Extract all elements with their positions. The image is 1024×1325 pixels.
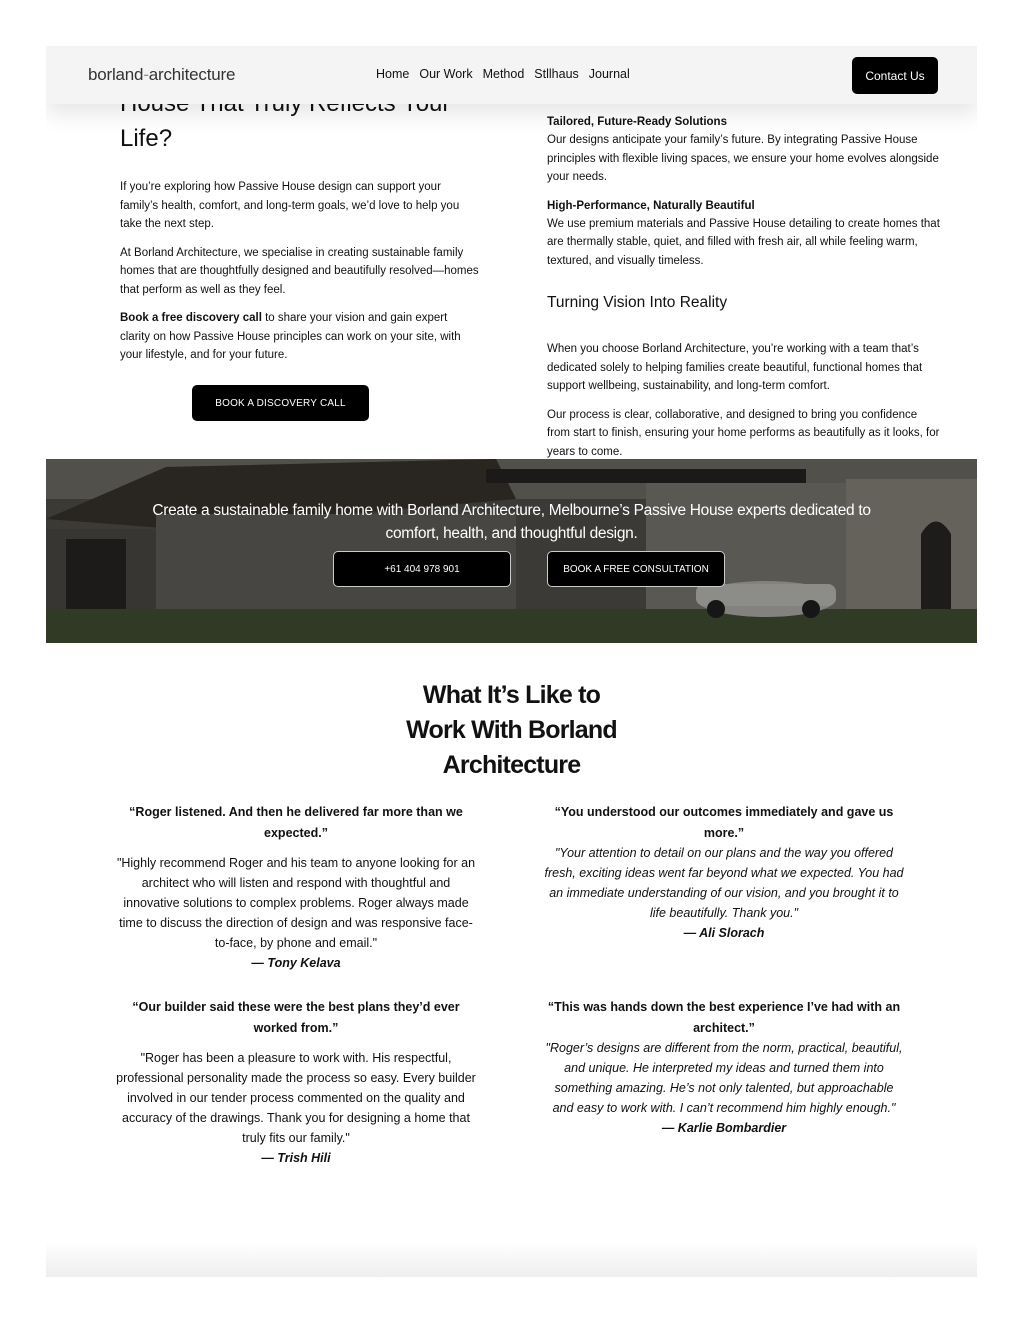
testimonials-heading-line2: Work With Borland (406, 716, 617, 744)
testimonial-title: “Roger listened. And then he delivered far more than we expected.” (129, 805, 463, 840)
phone-button[interactable]: +61 404 978 901 (333, 551, 511, 587)
vision-paragraph-1: When you choose Borland Architecture, you’re working with a team that’s dedicated solely to helping families create beautiful, functional homes that support wellbeing, sustainability, and long-term comfort. (547, 343, 923, 392)
contact-us-button[interactable]: Contact Us (852, 57, 938, 94)
nav-item-method[interactable]: Method (482, 67, 525, 81)
feature-1-body: Our designs anticipate your family’s future. By integrating Passive House principles with flexible living spaces, we ensure your home evolves alongside your needs. (547, 134, 939, 183)
feature-2-body: We use premium materials and Passive House detailing to create homes that are thermally stable, quiet, and filled with fresh air, all while feeling warm, textured, and visually timeless. (547, 217, 940, 267)
testimonial-author: — Tony Kelava (251, 956, 341, 970)
testimonial-author: — Trish Hili (261, 1151, 331, 1165)
testimonial-title: “This was hands down the best experience I’ve had with an architect.” (547, 1000, 901, 1035)
discovery-call-emphasis: Book a free discovery call (120, 312, 262, 324)
feature-2-title: High-Performance, Naturally Beautiful (547, 199, 755, 212)
testimonial-card (544, 997, 904, 1138)
intro-paragraph-3-rest: to share your vision and gain expert clarity on how Passive House principles can work on your site, with your lifestyle, and for your future. (120, 312, 461, 361)
testimonial-card (544, 802, 904, 943)
vision-heading: Turning Vision Into Reality (547, 294, 728, 311)
features-column (547, 113, 942, 461)
testimonials-heading (46, 678, 977, 783)
testimonial-body: "Roger has been a pleasure to work with. His respectful, professional personality made the process so easy. Every builder involved in our tender process commented on the quality and accuracy of the drawings. Thank you for designing a home that truly fits our family." (116, 1051, 476, 1145)
nav-item-journal[interactable]: Journal (588, 67, 630, 81)
testimonial-author: — Ali Slorach (683, 926, 765, 940)
book-consultation-button[interactable]: BOOK A FREE CONSULTATION (547, 551, 725, 587)
testimonial-body: "Your attention to detail on our plans and the way you offered fresh, exciting ideas went far beyond what we expected. You had an immediate understanding of our vision, and you brought it to life beautifully. Thank you." (544, 846, 904, 920)
page-frame (46, 46, 977, 1277)
testimonial-body: "Roger’s designs are different from the norm, practical, beautiful, and unique. He interpreted my ideas and turned them into something amazing. He’s not only talented, but approachable and easy to work with. I can’t recommend him highly enough." (545, 1041, 903, 1115)
main-nav (376, 67, 630, 81)
logo-text-1: borland (88, 65, 144, 84)
cta-banner (46, 459, 977, 643)
nav-item-our-work[interactable]: Our Work (419, 67, 473, 81)
footer-shadow (46, 1242, 977, 1277)
feature-1-title: Tailored, Future-Ready Solutions (547, 116, 727, 128)
house-photo-background (46, 459, 977, 643)
vision-paragraph-2: Our process is clear, collaborative, and designed to bring you confidence from start to finish, ensuring your home performs as beautifully as it looks, for years to come. (547, 408, 940, 458)
intro-paragraph-2: At Borland Architecture, we specialise in creating sustainable family homes that are thoughtfully designed and beautifully resolved—homes that perform as well as they feel. (120, 246, 479, 296)
testimonials-heading-line3: Architecture (442, 751, 581, 779)
intro-column (120, 86, 480, 365)
testimonial-card (116, 997, 476, 1168)
testimonial-card (116, 802, 476, 973)
testimonial-title: “You understood our outcomes immediately and gave us more.” (554, 805, 894, 840)
intro-paragraph-3 (120, 309, 480, 365)
testimonials-heading-line1: What It’s Like to (422, 681, 601, 709)
logo-text-2: architecture (148, 65, 236, 84)
nav-item-home[interactable]: Home (376, 67, 410, 81)
testimonial-title: “Our builder said these were the best plans they’d ever worked from.” (132, 1000, 460, 1035)
intro-paragraph-1: If you’re exploring how Passive House design can support your family’s health, comfort, and long-term goals, we’d love to help you take the next step. (120, 181, 460, 230)
site-header (46, 46, 977, 104)
testimonial-author: — Karlie Bombardier (661, 1121, 787, 1135)
book-discovery-call-button[interactable]: BOOK A DISCOVERY CALL (192, 385, 369, 421)
nav-item-stllhaus[interactable]: Stllhaus (534, 67, 579, 81)
intro-heading-line2: Life? (120, 125, 173, 152)
testimonial-body: "Highly recommend Roger and his team to anyone looking for an architect who will listen and respond with thoughtful and innovative solutions to complex problems. Roger always made time to discuss the direction of design and was responsive face-to-face, by phone and email." (116, 856, 476, 950)
banner-text: Create a sustainable family home with Borland Architecture, Melbourne’s Passive House experts dedicated to comfort, health, and thoughtful design. (152, 502, 871, 542)
logo-dash: - (143, 65, 149, 84)
site-logo[interactable] (88, 65, 235, 85)
